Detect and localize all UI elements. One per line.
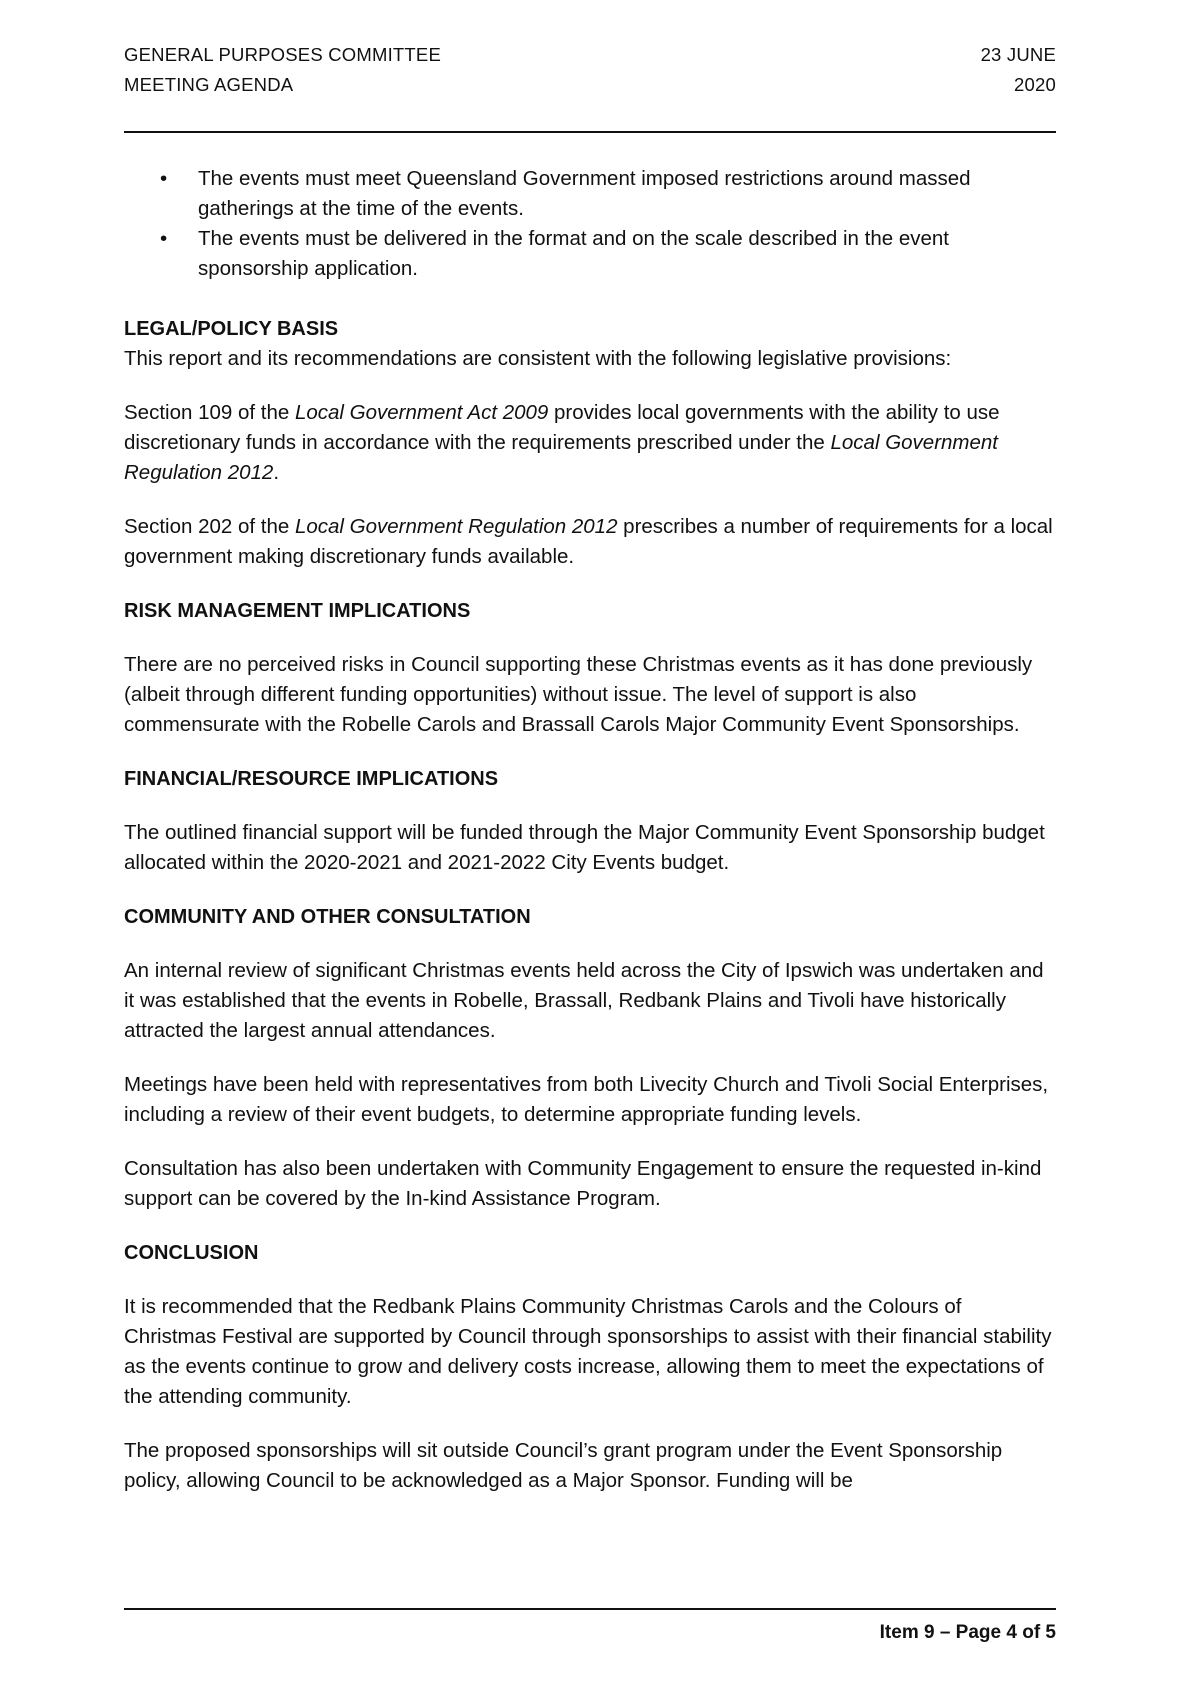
legal-paragraph-2 bbox=[124, 512, 1056, 572]
meeting-date: 23 JUNE bbox=[980, 44, 1056, 65]
bullet-icon: • bbox=[160, 227, 168, 250]
bullet-icon: • bbox=[160, 167, 168, 190]
header-right bbox=[981, 40, 1056, 100]
text-run: prescribes a number of requirements for a local government making discretionary funds available. bbox=[124, 515, 1053, 568]
header-left bbox=[124, 40, 441, 100]
legal-heading: LEGAL/POLICY BASIS bbox=[124, 318, 339, 340]
text-run: Section 109 of the bbox=[124, 401, 295, 424]
text-run: . bbox=[273, 461, 280, 484]
spacer bbox=[124, 932, 1056, 956]
spacer bbox=[124, 1412, 1056, 1436]
consultation-paragraph-2: Meetings have been held with representatives from both Livecity Church and Tivoli Social Enterprises, including a review of their event budgets, to determine appropriate funding levels. bbox=[124, 1073, 1049, 1126]
conclusion-paragraph-1: It is recommended that the Redbank Plains Community Christmas Carols and the Colours of Christmas Festival are supported by Council through sponsorships to assist with their financial stability as the events continue to grow and delivery costs increase, allowing them to meet the expectations of the attending community. bbox=[124, 1295, 1052, 1408]
meeting-year: 2020 bbox=[1014, 74, 1056, 95]
spacer bbox=[124, 572, 1056, 596]
spacer bbox=[124, 740, 1056, 764]
footer-divider bbox=[124, 1608, 1056, 1610]
list-item bbox=[124, 224, 1056, 284]
regulation-title: Local Government Regulation 2012 bbox=[124, 431, 999, 484]
document-page bbox=[124, 40, 1056, 1650]
spacer bbox=[124, 794, 1056, 818]
legal-paragraph-1 bbox=[124, 398, 1056, 488]
document-type: MEETING AGENDA bbox=[124, 74, 294, 95]
spacer bbox=[124, 1130, 1056, 1154]
text-run: provides local governments with the ability to use discretionary funds in accordance with the requirements prescribed under the bbox=[124, 401, 1000, 454]
financial-paragraph: The outlined financial support will be funded through the Major Community Event Sponsorship budget allocated within the 2020-2021 and 2021-2022 City Events budget. bbox=[124, 821, 1045, 874]
spacer bbox=[124, 1214, 1056, 1238]
list-item bbox=[124, 164, 1056, 224]
committee-name: GENERAL PURPOSES COMMITTEE bbox=[124, 44, 442, 65]
text-run: Section 202 of the bbox=[124, 515, 295, 538]
conclusion-heading: CONCLUSION bbox=[124, 1242, 259, 1264]
spacer bbox=[124, 374, 1056, 398]
legal-intro: This report and its recommendations are consistent with the following legislative provisions: bbox=[124, 347, 952, 370]
risk-paragraph: There are no perceived risks in Council supporting these Christmas events as it has done previously (albeit through different funding opportunities) without issue. The level of support is also commensurate with the Robelle Carols and Brassall Carols Major Community Event Sponsorships. bbox=[124, 653, 1033, 736]
spacer bbox=[124, 1268, 1056, 1292]
conclusion-paragraph-2: The proposed sponsorships will sit outside Council’s grant program under the Event Sponsorship policy, allowing Council to be acknowledged as a Major Sponsor. Funding will be bbox=[124, 1439, 1003, 1492]
act-title: Local Government Act 2009 bbox=[294, 401, 549, 424]
page-content bbox=[124, 164, 1056, 1496]
consultation-heading: COMMUNITY AND OTHER CONSULTATION bbox=[124, 906, 531, 928]
financial-heading: FINANCIAL/RESOURCE IMPLICATIONS bbox=[124, 768, 499, 790]
spacer bbox=[124, 488, 1056, 512]
header-divider bbox=[124, 131, 1056, 133]
list-item-text: The events must meet Queensland Government imposed restrictions around massed gatherings at the time of the events. bbox=[198, 167, 971, 220]
spacer bbox=[124, 878, 1056, 902]
risk-heading: RISK MANAGEMENT IMPLICATIONS bbox=[124, 600, 471, 622]
consultation-paragraph-1: An internal review of significant Christmas events held across the City of Ipswich was undertaken and it was established that the events in Robelle, Brassall, Redbank Plains and Tivoli have historically attracted the largest annual attendances. bbox=[124, 959, 1044, 1042]
spacer bbox=[124, 284, 1056, 314]
list-item-text: The events must be delivered in the format and on the scale described in the event sponsorship application. bbox=[198, 227, 949, 280]
spacer bbox=[124, 626, 1056, 650]
regulation-title: Local Government Regulation 2012 bbox=[294, 515, 618, 538]
page-number: Item 9 – Page 4 of 5 bbox=[879, 1622, 1056, 1643]
conditions-list bbox=[124, 164, 1056, 284]
spacer bbox=[124, 1046, 1056, 1070]
consultation-paragraph-3: Consultation has also been undertaken with Community Engagement to ensure the requested in-kind support can be covered by the In-kind Assistance Program. bbox=[124, 1157, 1042, 1210]
